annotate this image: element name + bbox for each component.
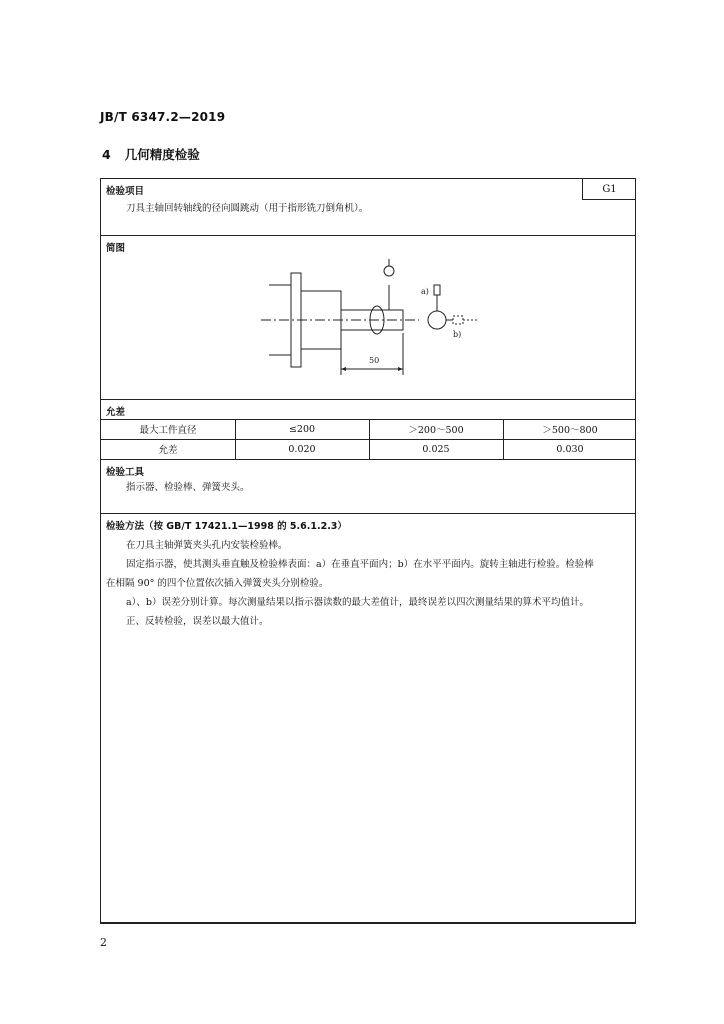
diagram-label: 简图: [106, 243, 126, 254]
tolerance-header-cell: 最大工件直径: [139, 425, 197, 436]
method-line: 固定指示器，使其测头垂直触及检验棒表面：a）在垂直平面内；b）在水平平面内。旋转主轴进行检验。检验棒: [126, 559, 594, 570]
item-code: G1: [602, 183, 617, 195]
method-line: 在刀具主轴弹簧夹头孔内安装检验棒。: [126, 540, 288, 551]
tolerance-label: 允差: [106, 407, 126, 418]
tools-text: 指示器、检验棒、弹簧夹头。: [126, 482, 250, 493]
method-label: 检验方法（按 GB/T 17421.1—1998 的 5.6.1.2.3）: [106, 521, 347, 532]
tolerance-header-cell: ＞500～800: [542, 425, 598, 436]
view-a-label: a): [421, 287, 429, 296]
tolerance-header-cell: ≤200: [288, 423, 316, 435]
method-line: a）、b）误差分别计算。每次测量结果以指示器读数的最大差值计，最终误差以四次测量结果的算术平均值计。: [126, 597, 589, 608]
tolerance-value-cell: 0.020: [288, 443, 316, 455]
page-number: 2: [100, 936, 107, 949]
diagram-figure: [101, 235, 635, 399]
method-line: 在相隔 90° 的四个位置依次插入弹簧夹头分别检验。: [106, 578, 329, 589]
standard-number: JB/T 6347.2—2019: [100, 110, 226, 124]
method-line: 正、反转检验，误差以最大值计。: [126, 616, 269, 627]
tools-label: 检验工具: [106, 467, 145, 478]
section-heading: [102, 145, 200, 163]
dimension-label: 50: [369, 356, 380, 365]
tolerance-value-cell: 允差: [158, 445, 178, 456]
view-b-label: b): [453, 330, 462, 339]
item-text: 刀具主轴回转轴线的径向圆跳动（用于指形铣刀倒角机）。: [126, 203, 369, 214]
section-number: 4: [102, 147, 111, 162]
tolerance-value-cell: 0.025: [422, 443, 450, 455]
tolerance-value-cell: 0.030: [556, 443, 584, 455]
item-label: 检验项目: [106, 186, 145, 197]
tolerance-header-cell: ＞200～500: [408, 425, 464, 436]
section-title: 几何精度检验: [124, 147, 200, 162]
inspection-table: [100, 178, 636, 924]
